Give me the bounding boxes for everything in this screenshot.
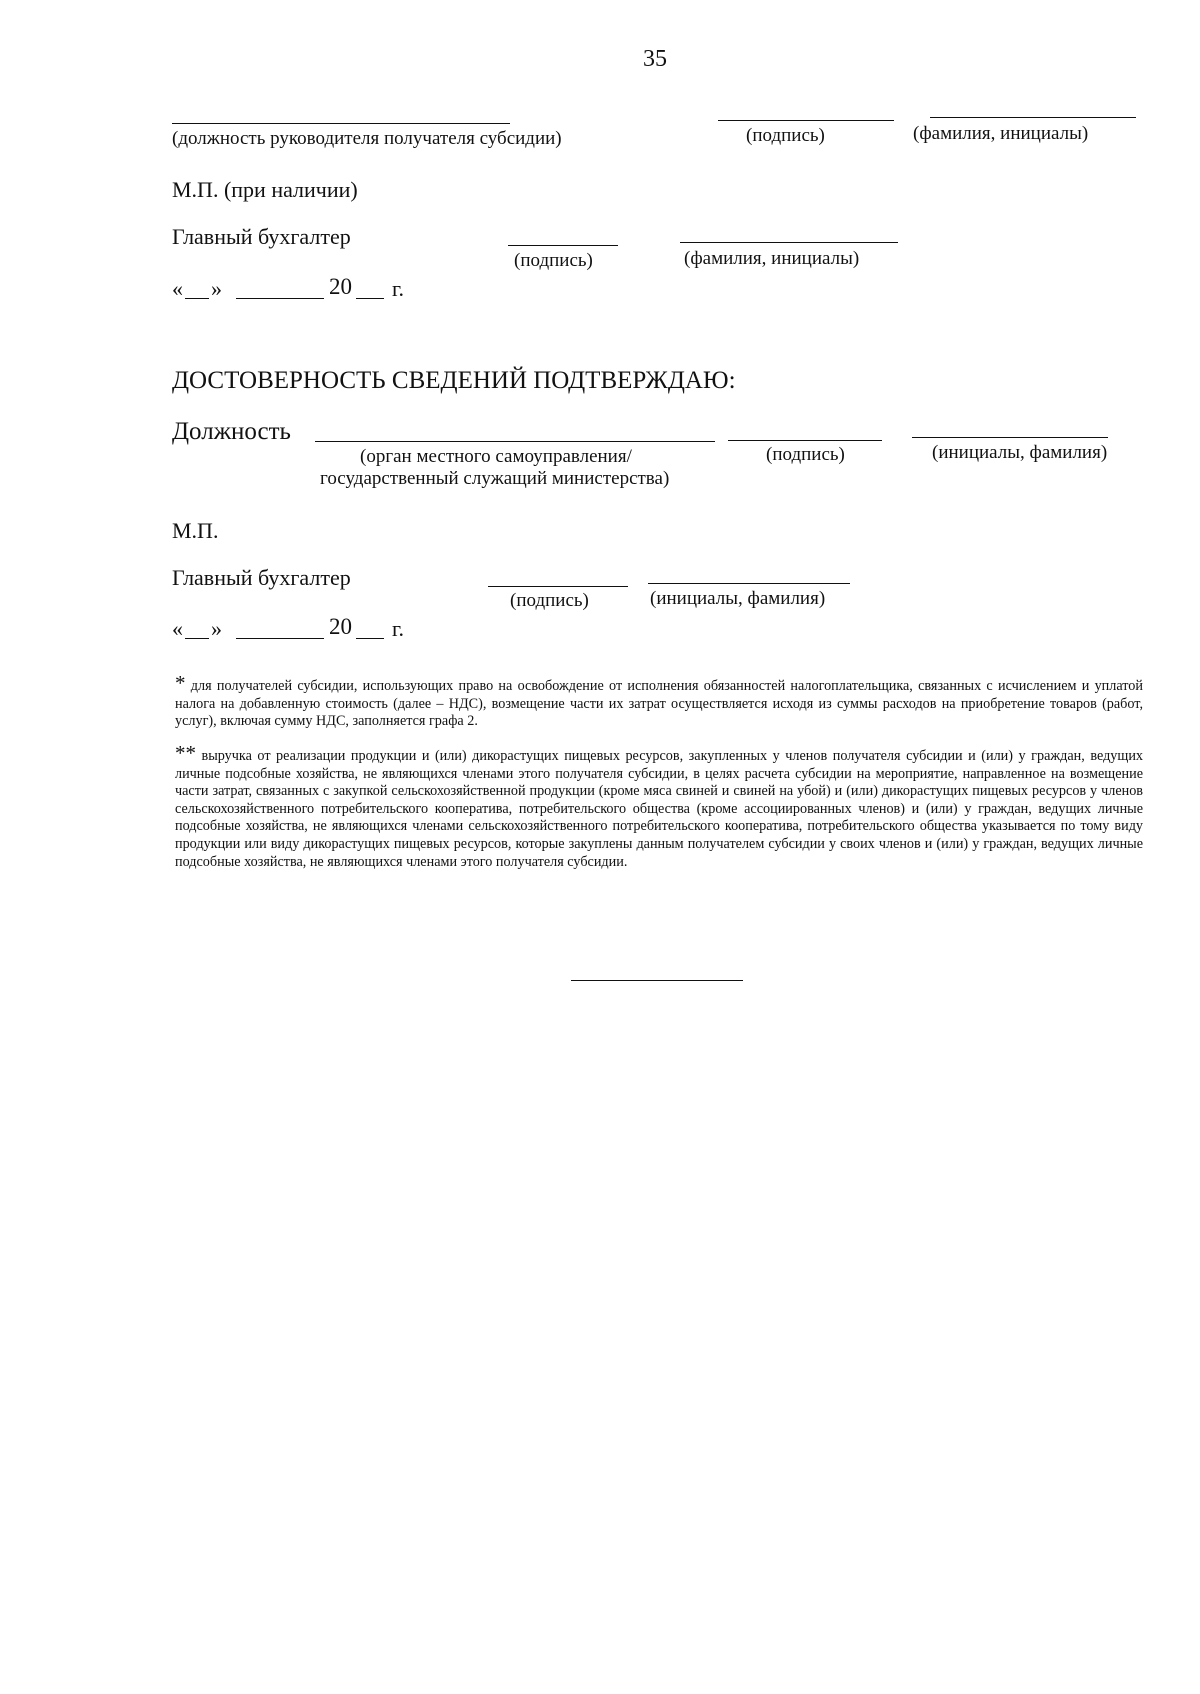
date-open-quote: « — [172, 616, 183, 641]
end-separator — [571, 980, 743, 981]
footnote-text: для получателей субсидии, использующих право на освобождение от исполнения обязанностей налогоплательщика, связанных с исчислением и уплатой налога на добавленную стоимость (далее – НДС), возмещение части их затрат осуществляется исходя из суммы расходов на приобретение товаров (работ, услуг), включая сумму НДС, заполняется графа 2. — [175, 678, 1143, 730]
signature-line — [488, 586, 628, 587]
signature-caption: (подпись) — [746, 125, 825, 146]
name-line — [912, 437, 1108, 438]
chief-accountant-label: Главный бухгалтер — [172, 224, 351, 249]
date-close-quote: » — [211, 616, 222, 641]
month-blank — [236, 298, 324, 299]
signature-line — [718, 120, 894, 121]
footnote-marker: * — [175, 671, 186, 695]
year-suffix: г. — [392, 616, 405, 641]
chief-accountant-label: Главный бухгалтер — [172, 565, 351, 590]
signature-line — [728, 440, 882, 441]
signature-caption: (подпись) — [766, 444, 845, 465]
year-suffix: г. — [392, 276, 405, 301]
position-caption: (должность руководителя получателя субсидии) — [172, 128, 562, 149]
name-caption: (инициалы, фамилия) — [650, 588, 826, 609]
stamp-label: М.П. (при наличии) — [172, 177, 358, 202]
day-blank — [185, 638, 209, 639]
date-open-quote: « — [172, 276, 183, 301]
name-caption: (инициалы, фамилия) — [932, 442, 1108, 463]
month-blank — [236, 638, 324, 639]
year-prefix: 20 — [329, 274, 352, 299]
organ-caption-line2: государственный служащий министерства) — [320, 468, 670, 489]
date-close-quote: » — [211, 276, 222, 301]
signature-caption: (подпись) — [510, 590, 589, 611]
footnote-2 — [175, 741, 1144, 871]
position-line — [315, 441, 715, 442]
name-caption: (фамилия, инициалы) — [684, 248, 860, 269]
footnote-text: выручка от реализации продукции и (или) дикорастущих пищевых ресурсов, закупленных у членов получателя субсидии и (или) у граждан, ведущих личные подсобные хозяйства, не являющихся членами этого получателя субсидии, в целях расчета субсидии на мероприятие, направленное на возмещение части затрат, связанных с закупкой сельскохозяйственной продукции (кроме мяса свиней и свиней на убой) и (или) дикорастущих пищевых ресурсов у членов сельскохозяйственного потребительского кооператива, потребительского общества (кроме ассоциированных членов) и (или) у граждан, ведущих личные подсобные хозяйства, не являющихся членами сельскохозяйственного потребительского кооператива, потребительского общества указывается по тому виду продукции или виду дикорастущих пищевых ресурсов, которые закуплены данным получателем субсидии у своих членов и (или) у граждан, ведущих личные подсобные хозяйства, не являющихся членами этого получателя субсидии. — [175, 748, 1144, 870]
name-line — [930, 117, 1136, 118]
position-label: Должность — [172, 418, 291, 445]
year-blank — [356, 638, 384, 639]
name-caption: (фамилия, инициалы) — [913, 123, 1089, 144]
position-line — [172, 123, 510, 124]
signature-line — [508, 245, 618, 246]
page-number: 35 — [643, 46, 667, 72]
stamp-label: М.П. — [172, 518, 219, 543]
year-blank — [356, 298, 384, 299]
signature-caption: (подпись) — [514, 250, 593, 271]
day-blank — [185, 298, 209, 299]
footnote-1 — [175, 671, 1143, 731]
footnote-marker: ** — [175, 741, 196, 765]
name-line — [680, 242, 898, 243]
name-line — [648, 583, 850, 584]
year-prefix: 20 — [329, 614, 352, 639]
confirm-heading: ДОСТОВЕРНОСТЬ СВЕДЕНИЙ ПОДТВЕРЖДАЮ: — [172, 367, 736, 394]
organ-caption-line1: (орган местного самоуправления/ — [360, 446, 632, 467]
